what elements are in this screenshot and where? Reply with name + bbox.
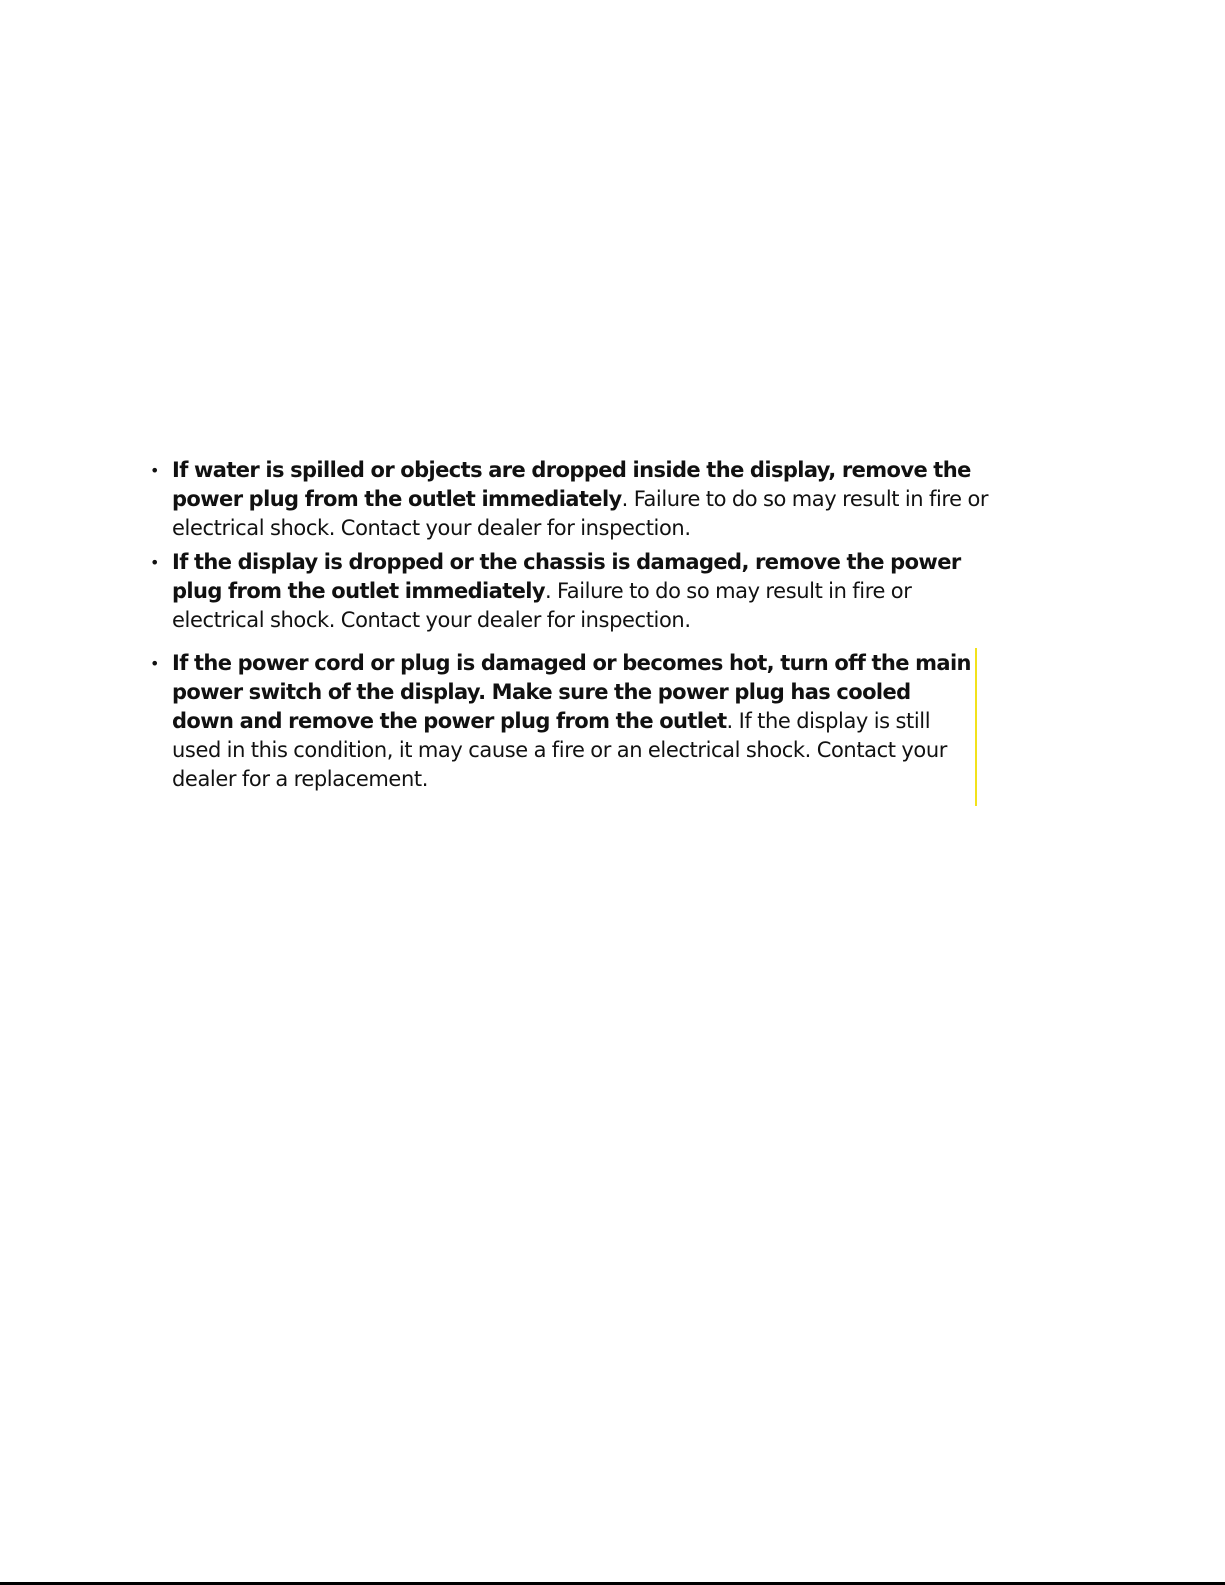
bullet-icon: • (150, 461, 160, 480)
warning-regular-text: If the display is still used in this condition, it may cause a fire or an electrical shock. Contact your dealer for a replacement. (172, 709, 948, 791)
warning-item-dropped-display (150, 548, 990, 635)
bullet-icon: • (150, 654, 160, 673)
warning-item-water-spill (150, 456, 990, 543)
warning-regular-text: Failure to do so may result in fire or electrical shock. Contact your dealer for inspection. (172, 487, 989, 540)
bullet-icon: • (150, 553, 160, 572)
warning-separator: . (621, 487, 634, 511)
warning-bold-text: If the display is dropped or the chassis is damaged, remove the power plug from the outlet immediately (172, 550, 961, 603)
warning-separator: . (726, 709, 739, 733)
warning-bold-text: If the power cord or plug is damaged or becomes hot, turn off the main power switch of the display. Make sure the power plug has cooled down and remove the power plug from the outlet (172, 651, 971, 733)
warning-regular-text: Failure to do so may result in fire or electrical shock. Contact your dealer for inspection. (172, 579, 912, 632)
warning-item-damaged-cord (150, 649, 972, 794)
warning-separator: . (544, 579, 558, 603)
warning-list (150, 456, 990, 794)
warning-bold-text: If water is spilled or objects are dropped inside the display, remove the power plug from the outlet immediately (172, 458, 971, 511)
revision-highlight-bar (975, 648, 977, 806)
